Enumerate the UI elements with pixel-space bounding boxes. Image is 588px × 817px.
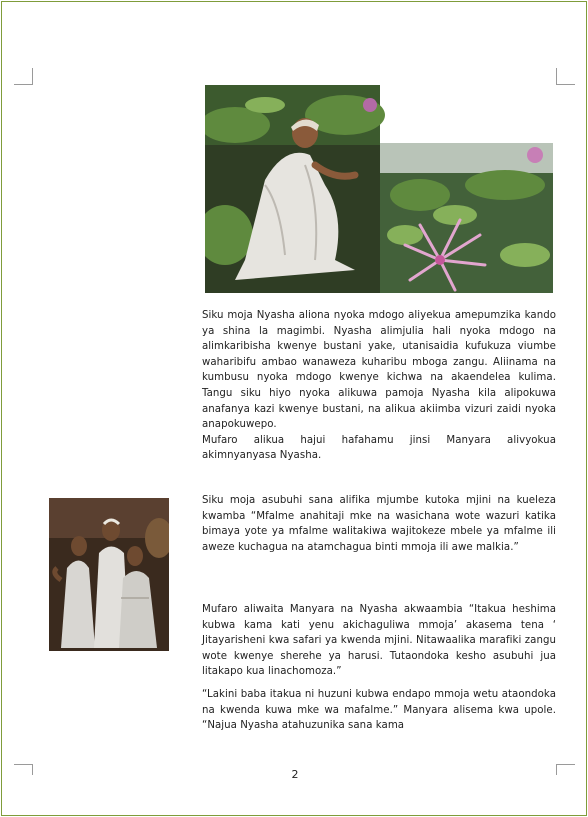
garden-illustration [205,85,553,293]
paragraph-block-4 [202,687,556,733]
paragraph-manyara-speaks: “Lakini baba itakua ni huzuni kubwa endapo mmoja wetu ataondoka na kwenda kuwa mke wa mafalme.” Manyara alisema kwa upole. “Najua Nyasha atahuzunika sana kama [202,689,556,732]
paragraph-block-2 [202,493,556,555]
crop-mark-top-right [556,68,575,85]
paragraph-mufaro-unaware: Mufaro alikua hajui hafahamu jinsi Manyara alivyokua akimnyanyasa Nyasha. [202,434,556,462]
paragraph-block-3 [202,602,556,680]
page-number: 2 [291,768,299,781]
paragraph-messenger: Siku moja asubuhi sana alifika mjumbe kutoka mjini na kueleza kwamba “Mfalme anahitaji mke na wasichana wote wazuri katika bimaya yote ya mfalme walitakiwa wajitokeze mbele ya mfalme ili aweze kuchagua na atamchagua binti mmoja ili awe malkia.” [202,495,556,553]
paragraph-mufaro-calls: Mufaro aliwaita Manyara na Nyasha akwaambia “Itakua heshima kubwa kama kati yenu akichaguliwa mmoja’ akasema tena ‘ Jitayarisheni kwa safari ya kwenda mjini. Nitawaalika marafiki zangu wote kwenye sherehe ya harusi. Tutaondoka kesho asubuhi jua litakapo kua linachomoza.” [202,604,556,678]
family-illustration [49,498,169,651]
document-page [1,1,587,816]
paragraph-nyasha-snake: Siku moja Nyasha aliona nyoka mdogo aliyekua amepumzika kando ya shina la magimbi. Nyasha alimjulia hali nyoka mdogo na alimkaribisha kwenye bustani yake, utanisaidia kufukuza viumbe waharibifu ambao wanaweza kuharibu mboga zangu. Aliinama na kumbusu nyoka mdogo kwenye kichwa na akaendelea kulima. Tangu siku hiyo nyoka alikuwa pamoja Nyasha kila alipokuwa anafanya kazi kwenye bustani, na alikua akiimba vizuri zaidi nyoka anapokuwepo. [202,310,556,431]
crop-mark-top-left [14,68,33,85]
paragraph-block-1 [202,308,556,464]
